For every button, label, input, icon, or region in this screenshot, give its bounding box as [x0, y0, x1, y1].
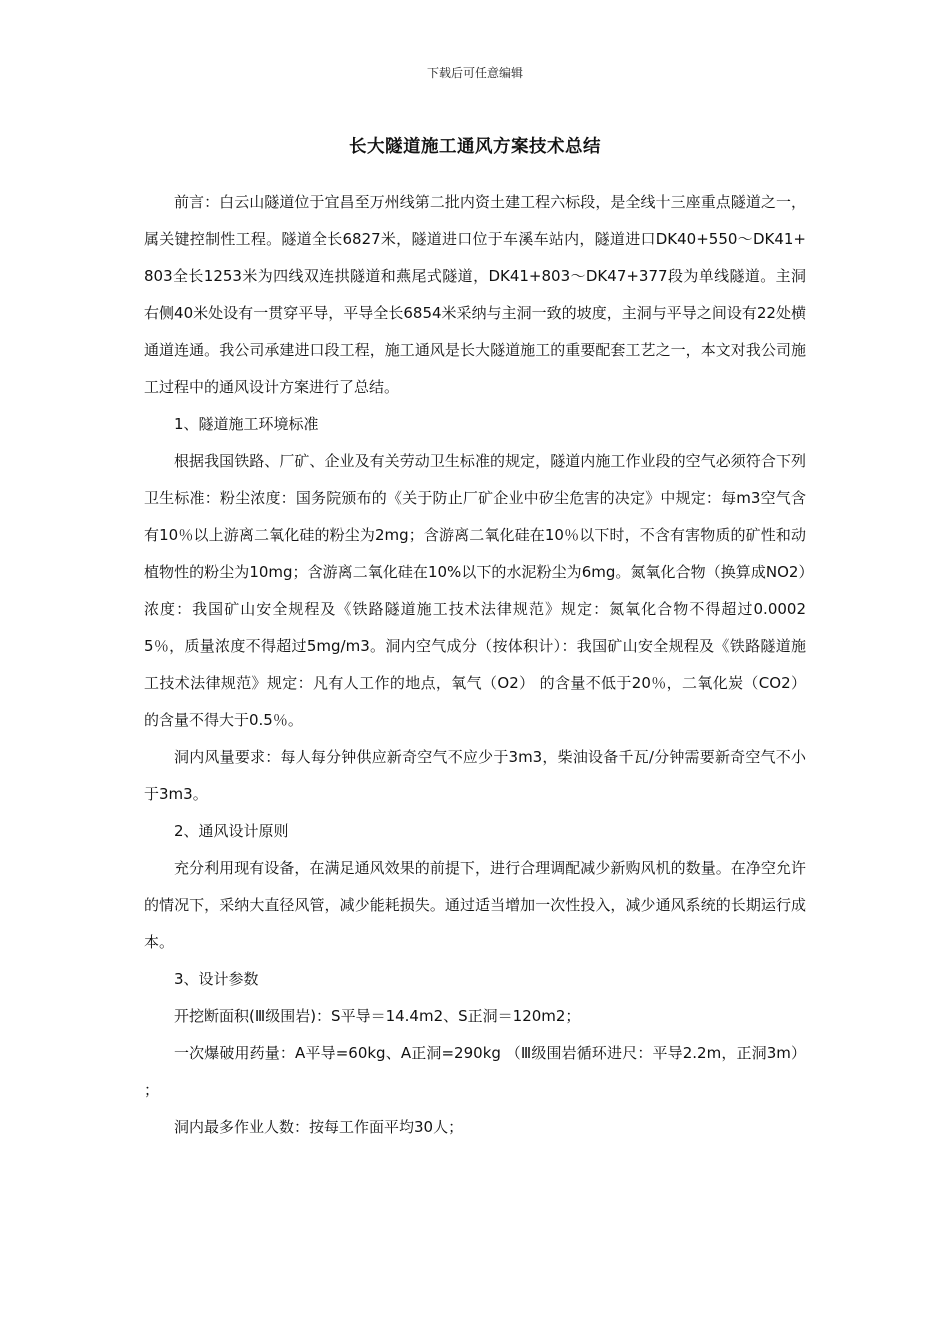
paragraph-hygiene-standards: 根据我国铁路、厂矿、企业及有关劳动卫生标准的规定，隧道内施工作业段的空气必须符合下列卫生标准：粉尘浓度：国务院颁布的《关于防止厂矿企业中矽尘危害的决定》中规定：每m3空气含有10％以上游离二氧化硅的粉尘为2mg；含游离二氧化硅在10％以下时，不含有害物质的矿性和动植物性的粉尘为10mg；含游离二氧化硅在10%以下的水泥粉尘为6mg。氮氧化合物（换算成NO2）浓度：我国矿山安全规程及《铁路隧道施工技术法律规范》规定：氮氧化合物不得超过0.00025％，质量浓度不得超过5mg/m3。洞内空气成分（按体积计）：我国矿山安全规程及《铁路隧道施工技术法律规范》规定：凡有人工作的地点，氧气（O2） 的含量不低于20％，二氧化炭（CO2）的含量不得大于0.5％。 [144, 452, 806, 729]
page-header: 下载后可任意编辑 [426, 66, 523, 80]
section-heading-design-parameters: 3、设计参数 [174, 970, 259, 988]
paragraph-excavation-area: 开挖断面积(Ⅲ级围岩)：S平导＝14.4m2、S正洞＝120m2； [174, 1007, 581, 1025]
paragraph-air-volume: 洞内风量要求：每人每分钟供应新奇空气不应少于3m3，柴油设备千瓦/分钟需要新奇空气不小于3m3。 [144, 748, 806, 803]
paragraph-explosive-amount: 一次爆破用药量：A平导=60kg、A正洞=290kg （Ⅲ级围岩循环进尺：平导2.2m，正洞3m） ； [144, 1044, 806, 1099]
document-title: 长大隧道施工通风方案技术总结 [349, 137, 601, 157]
section-heading-environment-standards: 1、隧道施工环境标准 [174, 415, 319, 433]
document-body [144, 184, 806, 1146]
section-heading-design-principles: 2、通风设计原则 [174, 822, 289, 840]
paragraph-preface: 前言：白云山隧道位于宜昌至万州线第二批内资土建工程六标段，是全线十三座重点隧道之一，属关键控制性工程。隧道全长6827米，隧道进口位于车溪车站内，隧道进口DK40+550～DK41+803全长1253米为四线双连拱隧道和燕尾式隧道，DK41+803～DK47+377段为单线隧道。主洞右侧40米处设有一贯穿平导，平导全长6854米采纳与主洞一致的坡度，主洞与平导之间设有22处横通道连通。我公司承建进口段工程，施工通风是长大隧道施工的重要配套工艺之一，本文对我公司施工过程中的通风设计方案进行了总结。 [144, 193, 806, 396]
paragraph-design-principles: 充分利用现有设备，在满足通风效果的前提下，进行合理调配减少新购风机的数量。在净空允许的情况下，采纳大直径风管，减少能耗损失。通过适当增加一次性投入，减少通风系统的长期运行成本。 [144, 859, 806, 951]
paragraph-max-workers: 洞内最多作业人数：按每工作面平均30人； [174, 1118, 464, 1136]
